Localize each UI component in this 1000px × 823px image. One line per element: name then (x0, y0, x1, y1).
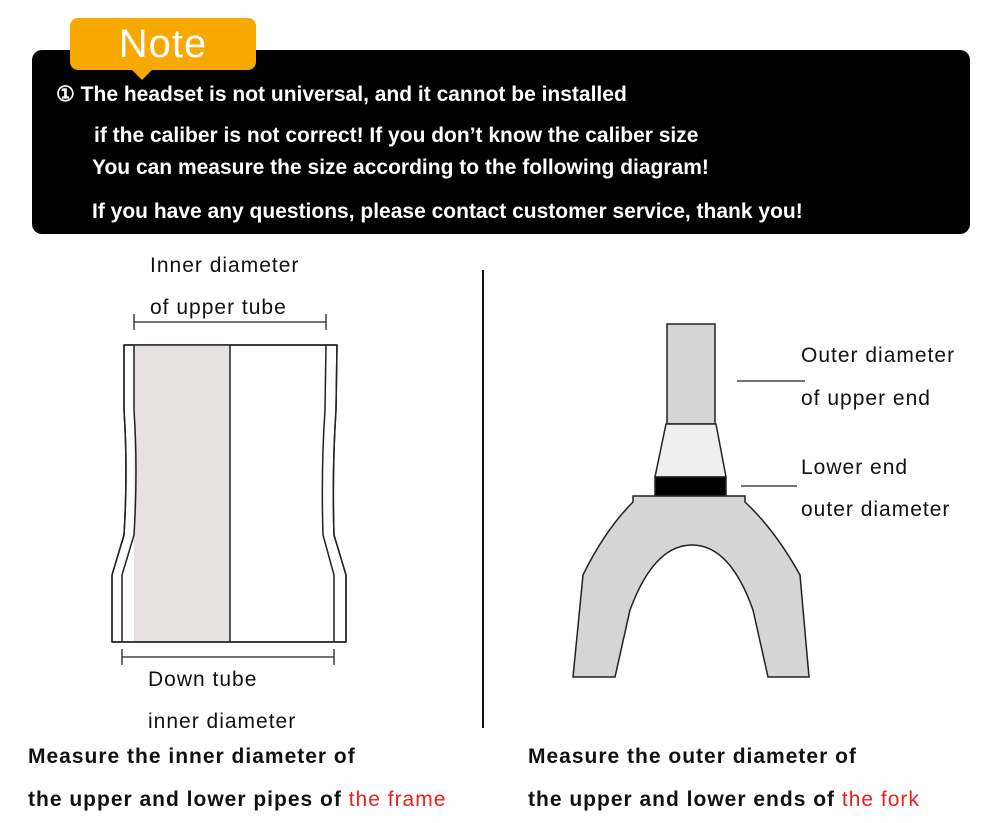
frame-caption-accent: the frame (348, 788, 447, 811)
note-line-1: ① The headset is not universal, and it cannot be installed (56, 83, 627, 106)
fork-upper-label-line-2: of upper end (801, 387, 931, 410)
upper-tube-label-line-1: Inner diameter (150, 254, 300, 277)
fork-lower-label-line-2: outer diameter (801, 498, 951, 521)
note-tab: Note (70, 18, 256, 70)
down-tube-label-line-1: Down tube (148, 668, 258, 691)
note-line-2: if the caliber is not correct! If you don’t know the caliber size (94, 124, 699, 147)
fork-caption-accent: the fork (841, 788, 920, 811)
note-line-3: You can measure the size according to the following diagram! (92, 156, 709, 179)
down-tube-label-line-2: inner diameter (148, 710, 297, 733)
fork-caption-line-1: Measure the outer diameter of (528, 745, 857, 768)
fork-lower-label-line-1: Lower end (801, 456, 909, 479)
frame-head-tube (112, 345, 346, 642)
upper-tube-label-line-2: of upper tube (150, 296, 287, 319)
frame-caption-prefix: the upper and lower pipes of (28, 788, 349, 811)
down-tube-dimension-line (122, 649, 334, 665)
note-line-4: If you have any questions, please contact customer service, thank you! (92, 200, 803, 223)
fork-caption-prefix: the upper and lower ends of (528, 788, 842, 811)
fork-drawing (573, 324, 809, 677)
fork-upper-label-line-1: Outer diameter (801, 344, 956, 367)
frame-caption-line-1: Measure the inner diameter of (28, 745, 356, 768)
fork-caption-line-2 (528, 788, 920, 812)
frame-caption-line-2 (28, 788, 446, 812)
